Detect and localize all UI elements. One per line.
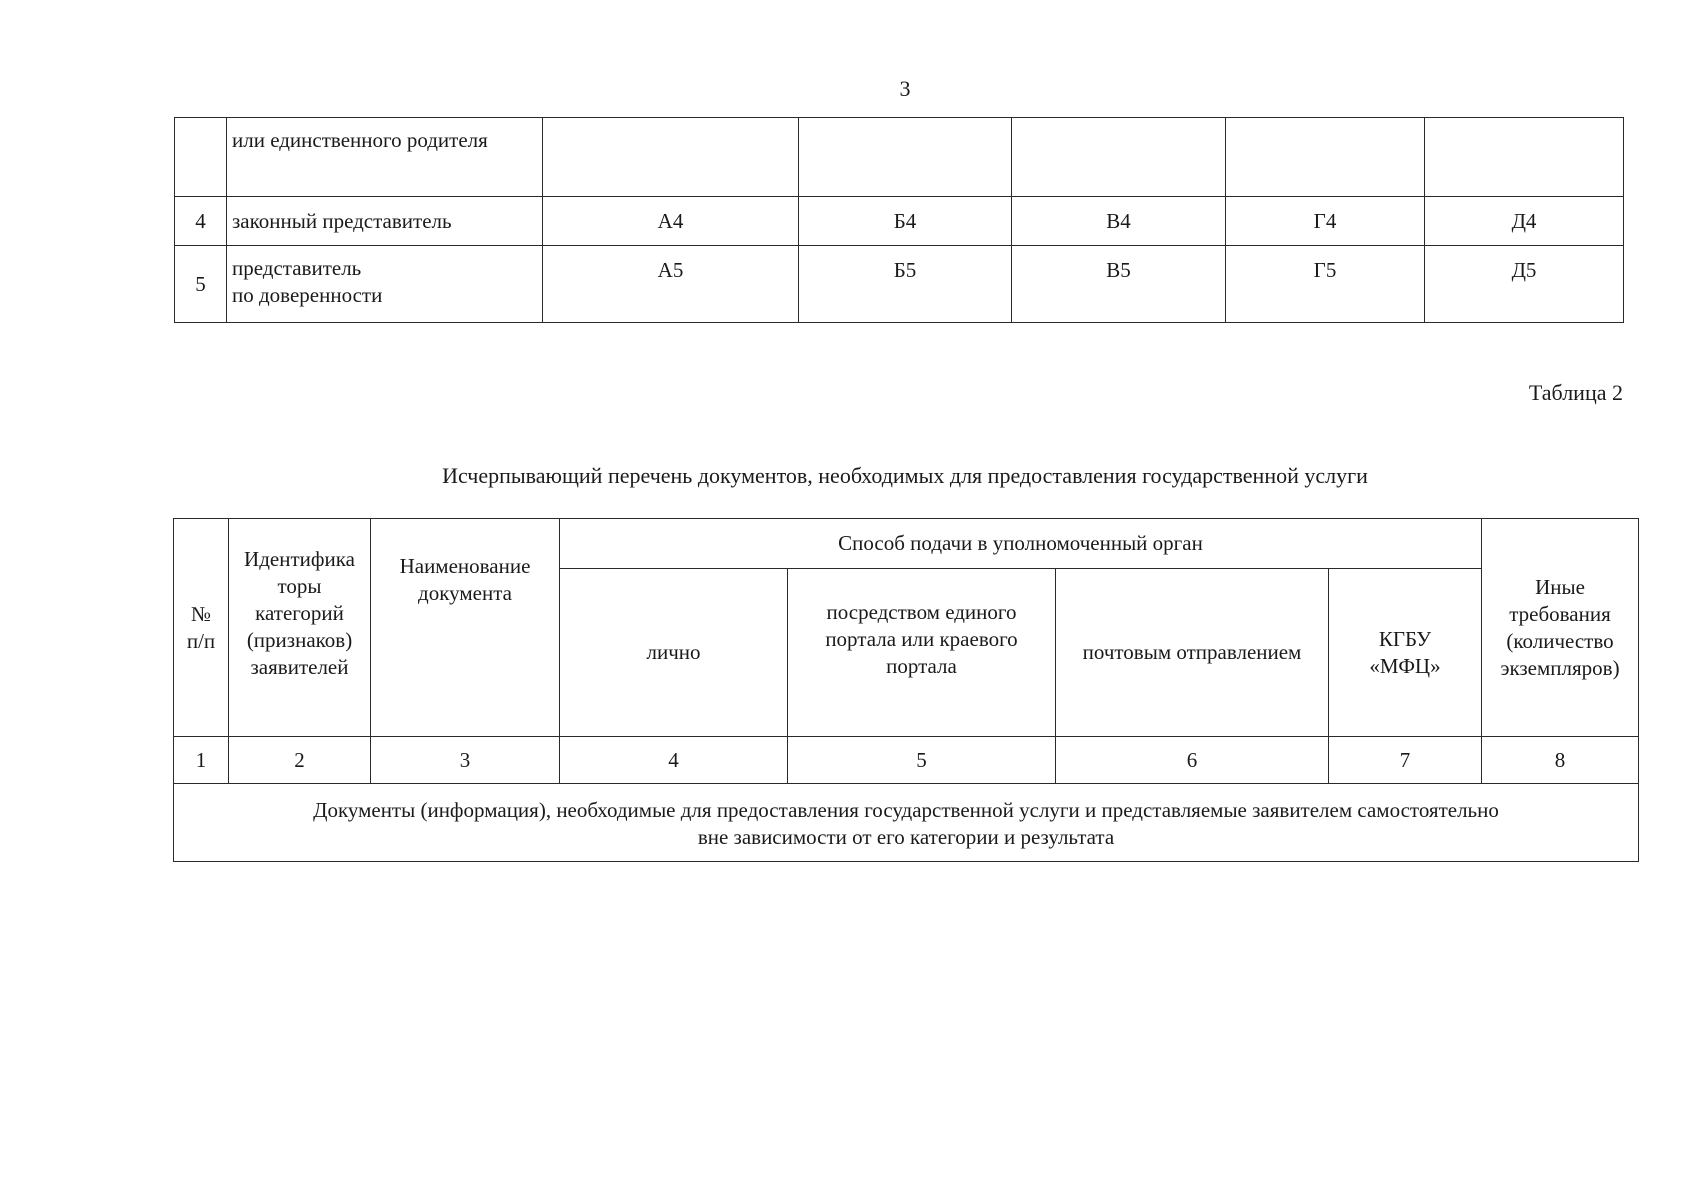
subheader-post: почтовым отправлением xyxy=(1056,569,1329,737)
header-line: (признаков) xyxy=(246,628,353,652)
section-line: вне зависимости от его категории и результата xyxy=(697,825,1115,849)
header-identifiers xyxy=(229,519,371,737)
column-number: 3 xyxy=(371,737,560,784)
header-line: требования xyxy=(1509,601,1611,626)
header-line: заявителей xyxy=(250,655,349,679)
header-document-name xyxy=(371,519,560,737)
page-number: 3 xyxy=(899,76,911,101)
column-number: 2 xyxy=(229,737,371,784)
header-line: Идентифика xyxy=(244,547,355,571)
header-line: Наименование xyxy=(399,554,531,578)
row-number xyxy=(175,118,227,197)
header-line: КГБУ xyxy=(1378,626,1432,651)
table-cell: В4 xyxy=(1012,197,1226,246)
header-line: документа xyxy=(418,581,512,605)
header-other-requirements xyxy=(1482,519,1639,737)
section-row xyxy=(174,784,1639,862)
table-cell: А5 xyxy=(543,246,799,323)
column-number: 7 xyxy=(1329,737,1482,784)
table-cell: Г4 xyxy=(1226,197,1425,246)
section-title xyxy=(174,784,1639,862)
header-line: торы xyxy=(277,574,322,598)
header-line: п/п xyxy=(186,628,216,653)
table-cell: А4 xyxy=(543,197,799,246)
header-line: посредством единого xyxy=(826,600,1017,624)
column-number: 4 xyxy=(560,737,788,784)
column-number: 6 xyxy=(1056,737,1329,784)
table-cell: Б5 xyxy=(799,246,1012,323)
table-label: Таблица 2 xyxy=(1528,380,1623,405)
header-line: портала или краевого xyxy=(825,627,1018,651)
documents-table xyxy=(173,518,1639,862)
table-cell xyxy=(543,118,799,197)
header-submission-method: Способ подачи в уполномоченный орган xyxy=(560,519,1482,569)
applicant-categories-table xyxy=(174,117,1624,323)
row-number: 5 xyxy=(175,246,227,323)
table-title: Исчерпывающий перечень документов, необходимых для предоставления государственной услуги xyxy=(442,463,1368,488)
row-number: 4 xyxy=(175,197,227,246)
subheader-portal xyxy=(788,569,1056,737)
category-line: представитель xyxy=(232,256,362,280)
table-cell xyxy=(799,118,1012,197)
table-cell xyxy=(1012,118,1226,197)
applicant-category: законный представитель xyxy=(227,197,543,246)
header-line: № xyxy=(190,601,212,626)
table-cell: Б4 xyxy=(799,197,1012,246)
category-line: по доверенности xyxy=(232,283,383,307)
column-numbers-row xyxy=(174,737,1639,784)
header-line: «МФЦ» xyxy=(1369,653,1441,678)
section-line: Документы (информация), необходимые для предоставления государственной услуги и представляемые заявителем самостоятельно xyxy=(313,798,1499,822)
table-cell: Г5 xyxy=(1226,246,1425,323)
table-cell xyxy=(1226,118,1425,197)
subheader-mfc xyxy=(1329,569,1482,737)
column-number: 5 xyxy=(788,737,1056,784)
subheader-personal: лично xyxy=(560,569,788,737)
column-number: 8 xyxy=(1482,737,1639,784)
header-line: Иные xyxy=(1535,574,1585,599)
table-cell: Д4 xyxy=(1425,197,1624,246)
header-line: (количество xyxy=(1506,628,1614,653)
column-number: 1 xyxy=(174,737,229,784)
table-cell: Д5 xyxy=(1425,246,1624,323)
table-row xyxy=(175,246,1624,323)
table-cell xyxy=(1425,118,1624,197)
header-number xyxy=(174,519,229,737)
applicant-category xyxy=(227,246,543,323)
table-cell: В5 xyxy=(1012,246,1226,323)
applicant-category: или единственного родителя xyxy=(227,118,543,197)
table-row xyxy=(175,118,1624,197)
header-line: портала xyxy=(886,654,957,678)
header-row xyxy=(174,519,1639,569)
header-line: экземпляров) xyxy=(1500,655,1620,680)
table-row xyxy=(175,197,1624,246)
header-line: категорий xyxy=(255,601,344,625)
